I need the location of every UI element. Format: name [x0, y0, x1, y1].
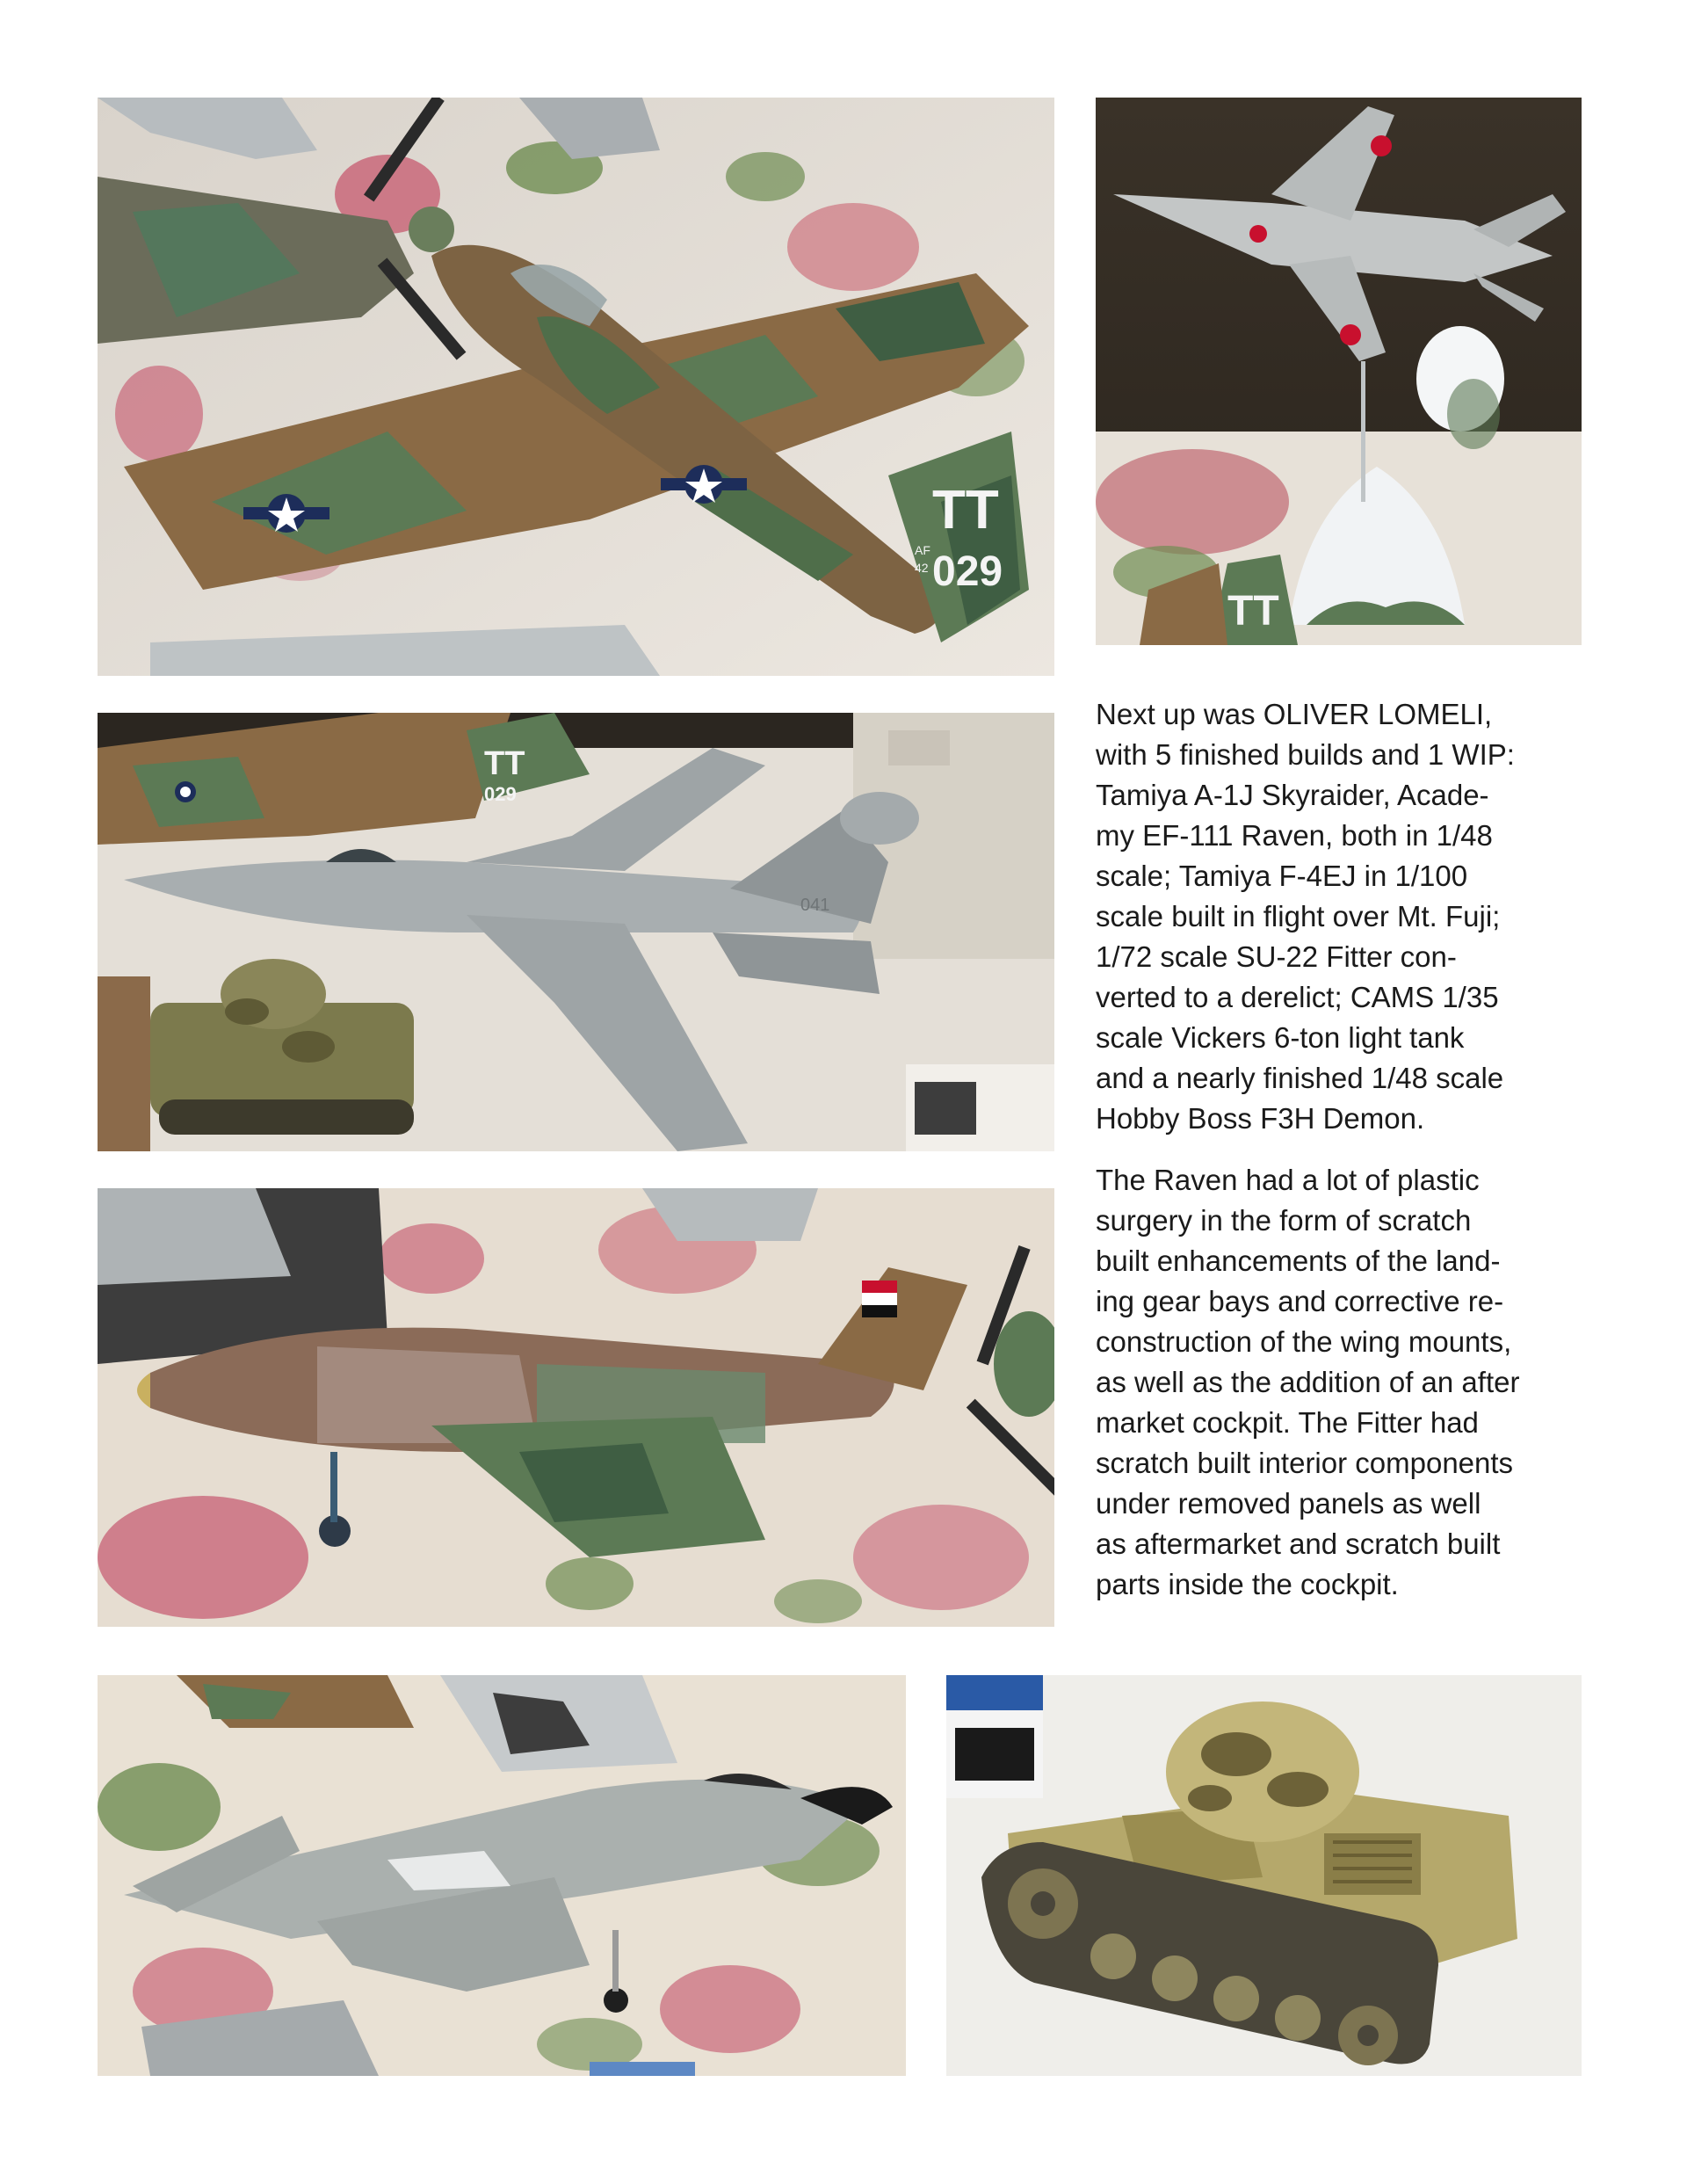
- text-line: parts inside the cockpit.: [1096, 1568, 1399, 1600]
- text-line: Hobby Boss F3H Demon.: [1096, 1102, 1425, 1135]
- skyraider-tail-code: TT: [932, 480, 999, 541]
- photo-vickers-tank: [946, 1675, 1582, 2076]
- raven-bg-tail-code: TT: [484, 745, 525, 782]
- skyraider-tail-small2: 42: [915, 561, 929, 575]
- text-line: my EF-111 Raven, both in 1/48: [1096, 819, 1493, 852]
- text-line: scale; Tamiya F-4EJ in 1/100: [1096, 860, 1468, 892]
- text-line: verted to a derelict; CAMS 1/35: [1096, 981, 1499, 1013]
- raven-fuselage-number: 041: [800, 896, 830, 915]
- photo-f3h-demon: [98, 1675, 906, 2076]
- text-line: Next up was OLIVER LOMELI,: [1096, 698, 1493, 730]
- raven-bg-tail-number: 029: [484, 783, 517, 805]
- article-paragraph-2: [1096, 1160, 1596, 1605]
- photo-f4ej-fuji: [1096, 98, 1582, 645]
- text-line: The Raven had a lot of plastic: [1096, 1164, 1480, 1196]
- hinomaru-icon: [1340, 324, 1361, 345]
- text-line: under removed panels as well: [1096, 1487, 1481, 1520]
- text-line: built enhancements of the land-: [1096, 1244, 1501, 1277]
- text-line: with 5 finished builds and 1 WIP:: [1096, 738, 1515, 771]
- text-line: scale Vickers 6-ton light tank: [1096, 1021, 1465, 1054]
- demon-image: [98, 1675, 906, 2076]
- text-line: as well as the addition of an after: [1096, 1366, 1520, 1398]
- fitter-image: [98, 1188, 1054, 1627]
- hinomaru-icon: [1249, 225, 1267, 243]
- text-line: ing gear bays and corrective re-: [1096, 1285, 1504, 1317]
- iraqi-flag-icon: [862, 1281, 897, 1293]
- photo-su22-fitter: [98, 1188, 1054, 1627]
- article-paragraph-1: [1096, 694, 1596, 1139]
- usaf-roundel-icon: [175, 781, 196, 802]
- raven-image: [98, 713, 1054, 1151]
- text-line: Tamiya A-1J Skyraider, Acade-: [1096, 779, 1489, 811]
- text-line: as aftermarket and scratch built: [1096, 1527, 1501, 1560]
- tank-image: [946, 1675, 1582, 2076]
- text-line: scratch built interior components: [1096, 1447, 1514, 1479]
- skyraider-image: [98, 98, 1054, 676]
- photo-skyraider: [98, 98, 1054, 676]
- text-line: surgery in the form of scratch: [1096, 1204, 1472, 1237]
- text-line: construction of the wing mounts,: [1096, 1325, 1512, 1358]
- text-line: scale built in flight over Mt. Fuji;: [1096, 900, 1501, 932]
- hinomaru-icon: [1371, 135, 1392, 156]
- text-line: 1/72 scale SU-22 Fitter con-: [1096, 940, 1457, 973]
- article-text: [1096, 694, 1596, 1626]
- skyraider-tail-number: 029: [932, 548, 1003, 595]
- text-line: and a nearly finished 1/48 scale: [1096, 1062, 1504, 1094]
- photo-ef111-raven: [98, 713, 1054, 1151]
- f4ej-image: [1096, 98, 1582, 645]
- skyraider-tail-small: AF: [915, 543, 930, 557]
- text-line: market cockpit. The Fitter had: [1096, 1406, 1479, 1439]
- fuji-tail-code: TT: [1227, 588, 1279, 635]
